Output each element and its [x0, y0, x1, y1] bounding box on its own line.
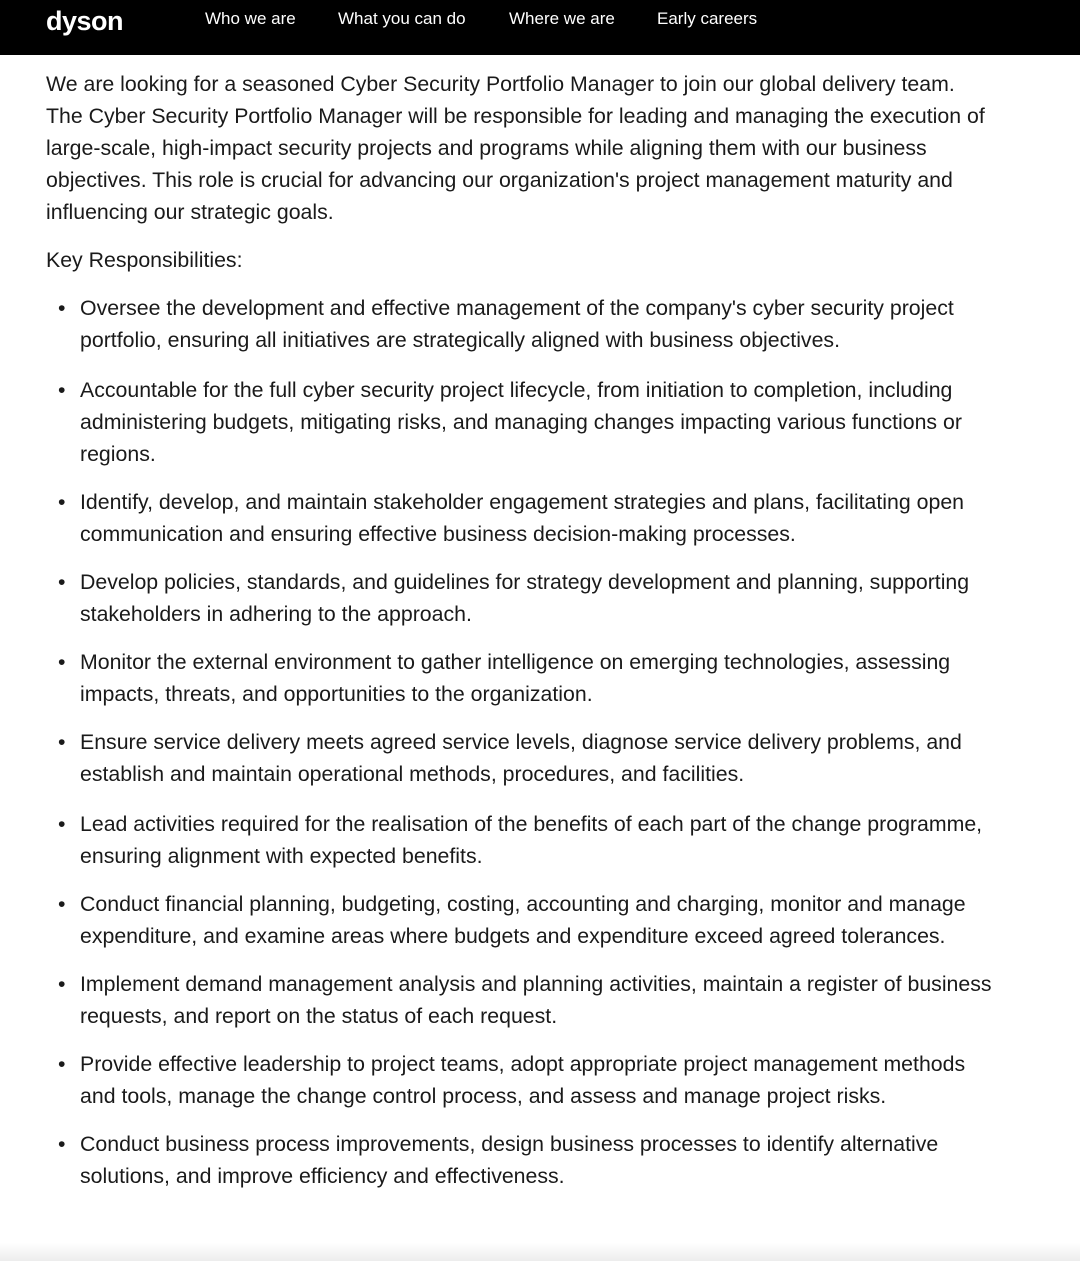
list-item [46, 726, 996, 790]
top-navigation-bar [0, 0, 1080, 55]
list-item-text: Provide effective leadership to project teams, adopt appropriate project management methods and tools, manage the change control process, and assess and manage project risks. [80, 1052, 966, 1108]
list-item-text: Lead activities required for the realisation of the benefits of each part of the change programme, ensuring alignment with expected benefits. [80, 812, 983, 868]
bullet-icon: • [58, 650, 66, 674]
list-item-text: Accountable for the full cyber security project lifecycle, from initiation to completion, including administering budgets, mitigating risks, and managing changes impacting various functions or regions. [80, 378, 962, 466]
intro-paragraph: We are looking for a seasoned Cyber Security Portfolio Manager to join our global delivery team. The Cyber Security Portfolio Manager will be responsible for leading and managing the execution of large-scale, high-impact security projects and programs while aligning them with our business objectives. This role is crucial for advancing our organization's project management maturity and influencing our strategic goals. [46, 72, 985, 224]
list-item [46, 566, 996, 630]
bullet-icon: • [58, 812, 66, 836]
list-item [46, 646, 996, 710]
dyson-logo[interactable]: dyson [46, 6, 124, 36]
nav-who-we-are[interactable]: Who we are [205, 9, 296, 28]
nav-what-you-can-do[interactable]: What you can do [338, 9, 466, 28]
list-item [46, 486, 996, 550]
list-item [46, 968, 996, 1032]
list-item-text: Conduct financial planning, budgeting, costing, accounting and charging, monitor and manage expenditure, and examine areas where budgets and expenditure exceed agreed tolerances. [80, 892, 966, 948]
list-item-text: Develop policies, standards, and guidelines for strategy development and planning, supporting stakeholders in adhering to the approach. [80, 570, 970, 626]
list-item-text: Implement demand management analysis and planning activities, maintain a register of business requests, and report on the status of each request. [80, 972, 992, 1028]
bullet-icon: • [58, 892, 66, 916]
job-description [46, 68, 996, 1208]
list-item-text: Conduct business process improvements, design business processes to identify alternative solutions, and improve efficiency and effectiveness. [80, 1132, 939, 1188]
bullet-icon: • [58, 490, 66, 514]
responsibilities-heading: Key Responsibilities: [46, 248, 243, 272]
list-item-text: Identify, develop, and maintain stakeholder engagement strategies and plans, facilitating open communication and ensuring effective business decision-making processes. [80, 490, 965, 546]
bullet-icon: • [58, 972, 66, 996]
list-item [46, 292, 996, 356]
list-item-text: Monitor the external environment to gather intelligence on emerging technologies, assessing impacts, threats, and opportunities to the organization. [80, 650, 951, 706]
bullet-icon: • [58, 1132, 66, 1156]
list-item [46, 374, 996, 470]
list-item-text: Oversee the development and effective management of the company's cyber security project portfolio, ensuring all initiatives are strategically aligned with business objectives. [80, 296, 954, 352]
list-item [46, 888, 996, 952]
responsibilities-list [46, 292, 996, 1192]
bullet-icon: • [58, 1052, 66, 1076]
nav-where-we-are[interactable]: Where we are [509, 9, 615, 28]
list-item [46, 1128, 996, 1192]
bottom-fade [0, 1243, 1080, 1261]
list-item [46, 1048, 996, 1112]
list-item [46, 808, 996, 872]
list-item-text: Ensure service delivery meets agreed service levels, diagnose service delivery problems, and establish and maintain operational methods, procedures, and facilities. [80, 730, 962, 786]
bullet-icon: • [58, 570, 66, 594]
bullet-icon: • [58, 296, 66, 320]
bullet-icon: • [58, 378, 66, 402]
nav-early-careers[interactable]: Early careers [657, 9, 758, 28]
bullet-icon: • [58, 730, 66, 754]
